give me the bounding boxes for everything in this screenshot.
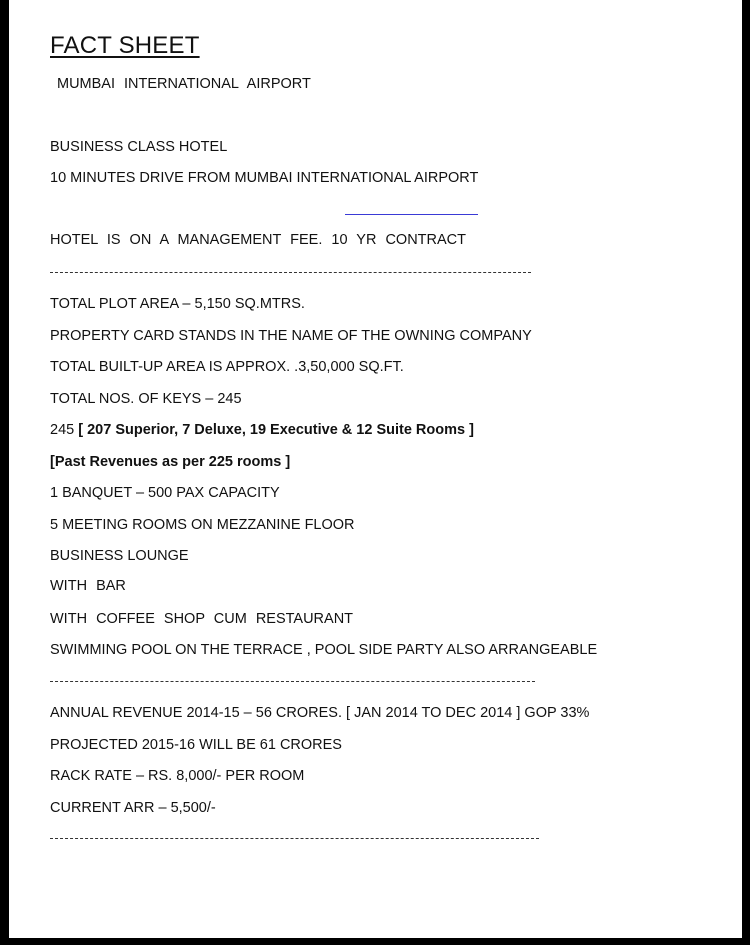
hotel-type-line: BUSINESS CLASS HOTEL bbox=[50, 139, 228, 155]
meeting-rooms-line: 5 MEETING ROOMS ON MEZZANINE FLOOR bbox=[50, 517, 355, 533]
keys-breakdown-line bbox=[50, 422, 474, 438]
page-subtitle: MUMBAI INTERNATIONAL AIRPORT bbox=[57, 76, 311, 92]
banquet-line: 1 BANQUET – 500 PAX CAPACITY bbox=[50, 485, 280, 501]
plot-area-line: TOTAL PLOT AREA – 5,150 SQ.MTRS. bbox=[50, 296, 305, 312]
keys-prefix: 245 bbox=[50, 422, 79, 438]
lounge-line: BUSINESS LOUNGE bbox=[50, 548, 189, 564]
rack-rate-line: RACK RATE – RS. 8,000/- PER ROOM bbox=[50, 768, 305, 784]
projected-line: PROJECTED 2015-16 WILL BE 61 CRORES bbox=[50, 737, 342, 753]
coffee-shop-line: WITH COFFEE SHOP CUM RESTAURANT bbox=[50, 611, 354, 627]
annual-revenue-line: ANNUAL REVENUE 2014-15 – 56 CRORES. [ JAN 2014 TO DEC 2014 ] GOP 33% bbox=[50, 705, 590, 721]
distance-line: 10 MINUTES DRIVE FROM MUMBAI INTERNATIONAL AIRPORT bbox=[50, 170, 479, 186]
past-revenues-line: [Past Revenues as per 225 rooms ] bbox=[50, 454, 291, 470]
keys-breakdown: [ 207 Superior, 7 Deluxe, 19 Executive & 12 Suite Rooms ] bbox=[78, 422, 474, 438]
document-page bbox=[9, 0, 742, 938]
page-title: FACT SHEET bbox=[50, 32, 200, 59]
property-card-line: PROPERTY CARD STANDS IN THE NAME OF THE OWNING COMPANY bbox=[50, 328, 532, 344]
divider-2 bbox=[50, 681, 535, 682]
divider-3 bbox=[50, 838, 539, 839]
bar-line: WITH BAR bbox=[50, 578, 126, 594]
hyperlink-underline[interactable] bbox=[345, 214, 478, 215]
built-up-area-line: TOTAL BUILT-UP AREA IS APPROX. .3,50,000 SQ.FT. bbox=[50, 359, 404, 375]
divider-1 bbox=[50, 272, 531, 273]
pool-line: SWIMMING POOL ON THE TERRACE , POOL SIDE PARTY ALSO ARRANGEABLE bbox=[50, 642, 598, 658]
contract-line: HOTEL IS ON A MANAGEMENT FEE. 10 YR CONTRACT bbox=[50, 232, 467, 248]
arr-line: CURRENT ARR – 5,500/- bbox=[50, 800, 216, 816]
keys-line: TOTAL NOS. OF KEYS – 245 bbox=[50, 391, 242, 407]
